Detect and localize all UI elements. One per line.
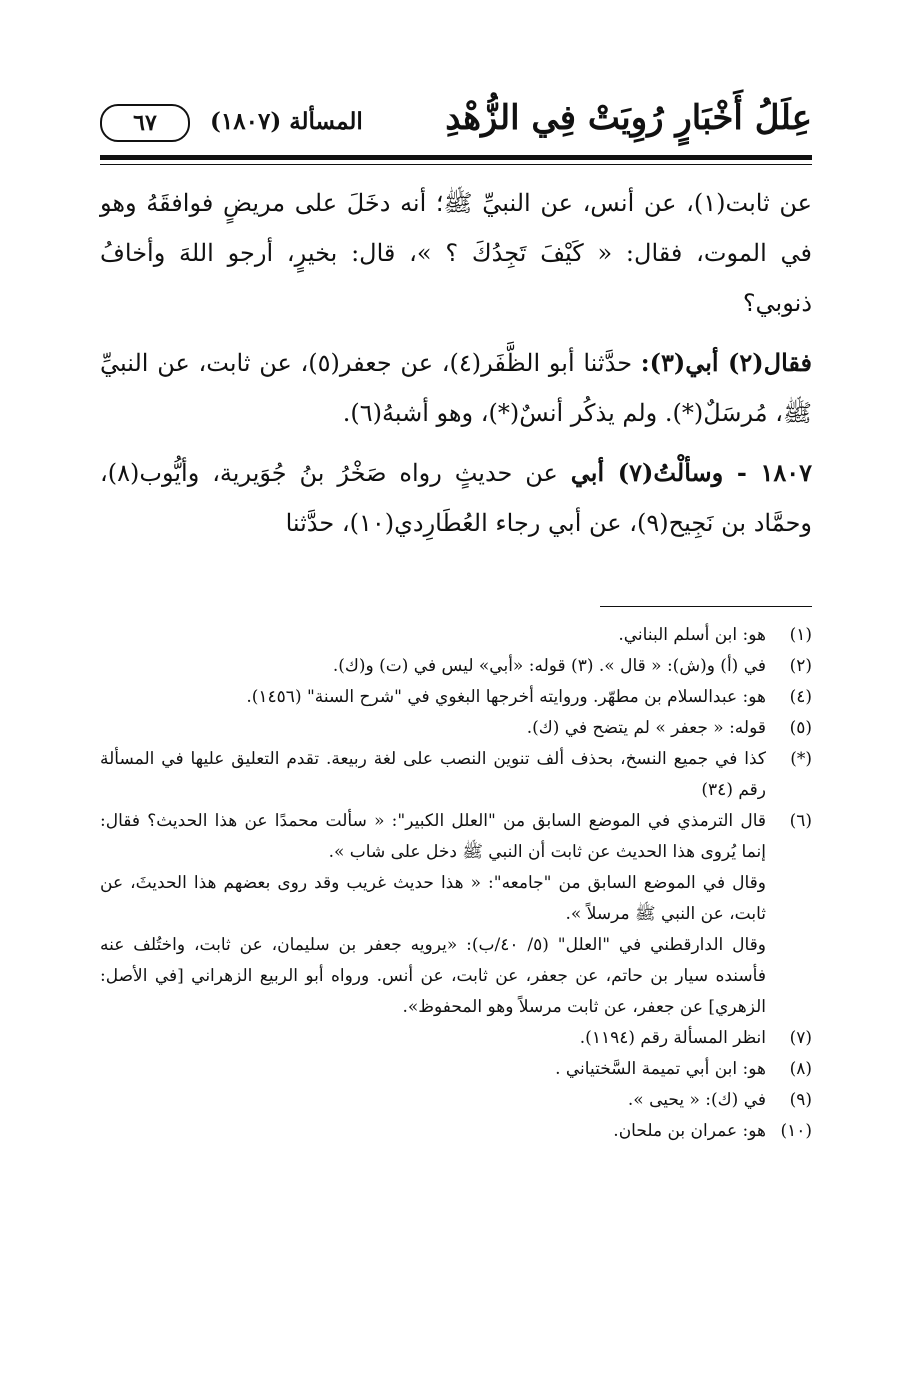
footnote-text xyxy=(100,744,766,806)
footnote xyxy=(100,713,812,744)
page-header xyxy=(100,92,812,152)
paragraph-3-lead: ١٨٠٧ - وسألْتُ(٧) أبي xyxy=(570,458,812,487)
footnote-text xyxy=(100,1023,766,1054)
footnote-line: في (أ) و(ش): « قال ». (٣) قوله: «أبي» ليس في (ت) و(ك). xyxy=(332,656,766,676)
footnote-line: هو: ابن أسلم البناني. xyxy=(618,625,766,645)
footnote xyxy=(100,1085,812,1116)
footnote-number: (٢) xyxy=(789,656,812,676)
footnote-text xyxy=(100,1054,766,1085)
footnote xyxy=(100,682,812,713)
footnote-text xyxy=(100,1116,766,1147)
footnote xyxy=(100,1116,812,1147)
footnote-text xyxy=(100,1085,766,1116)
footnote-line: وقال في الموضع السابق من "جامعه": « هذا حديث غريب وقد روى بعضهم هذا الحديثَ، عن ثابت، عن النبي ﷺ مرسلاً ». xyxy=(100,873,766,924)
footnote-line: قوله: « جعفر » لم يتضح في (ك). xyxy=(526,718,766,738)
paragraph-1: عن ثابت(١)، عن أنس، عن النبيِّ ﷺ؛ أنه دخَلَ على مريضٍ فوافقَهُ وهو في الموت، فقال: « كَيْفَ تَجِدُكَ ؟ »، قال: بخيرٍ، أرجو اللهَ وأخافُ ذنوبي؟ xyxy=(100,189,812,317)
footnote xyxy=(100,651,812,682)
issue-label: المسألة (١٨٠٧) xyxy=(210,108,363,135)
paragraph-3-text: عن حديثٍ رواه صَخْرُ بنُ جُوَيرية، وأيُّوب(٨)، وحمَّاد بن نَجِيح(٩)، عن أبي رجاء العُطَارِدي(١٠)، حدَّثنا xyxy=(100,459,812,537)
footnote-number: (١) xyxy=(789,625,812,645)
paragraph-2-lead: فقال(٢) أبي(٣): xyxy=(640,348,812,377)
footnote-number: (٥) xyxy=(789,718,812,738)
paragraph-2-text: حدَّثنا أبو الظَّفَر(٤)، عن جعفر(٥)، عن ثابت، عن النبيِّ ﷺ، مُرسَلٌ(*). ولم يذكُر أنسٌ(*)، وهو أشبهُ(٦). xyxy=(100,349,812,427)
footnote-text xyxy=(100,651,766,682)
footnotes-section xyxy=(100,620,812,1147)
footnote xyxy=(100,1023,812,1054)
paragraph-2 xyxy=(100,338,812,438)
footnote-line: كذا في جميع النسخ، بحذف ألف تنوين النصب على لغة ربيعة. تقدم التعليق عليها في المسألة رقم (٣٤) xyxy=(100,749,766,800)
header-rule-thin xyxy=(100,164,812,165)
footnote-number: (١٠) xyxy=(780,1121,812,1141)
footnote-text xyxy=(100,806,766,1023)
footnote-line: هو: ابن أبي تميمة السَّختياني . xyxy=(555,1059,766,1079)
footnote-number: (٩) xyxy=(789,1090,812,1110)
footnote-line: هو: عبدالسلام بن مطهّر. وروايته أخرجها البغوي في "شرح السنة" (١٤٥٦). xyxy=(246,687,766,707)
footnote xyxy=(100,806,812,1023)
footnote-line: في (ك): « يحيى ». xyxy=(627,1090,766,1110)
page-number: ٦٧ xyxy=(100,104,190,142)
footnote-number: (٤) xyxy=(789,687,812,707)
footnote-line: انظر المسألة رقم (١١٩٤). xyxy=(579,1028,766,1048)
footnote-number: (٧) xyxy=(789,1028,812,1048)
footnote xyxy=(100,1054,812,1085)
footnote-line: وقال الدارقطني في "العلل" (٥/ ٤٠/ب): «يرويه جعفر بن سليمان، عن ثابت، واختُلف عنه فأسنده سيار بن حاتم، عن جعفر، عن ثابت، عن أنس. ورواه أبو الربيع الزهراني [في الأصل: الزهري] عن جعفر، عن ثابت مرسلاً وهو المحفوظ». xyxy=(100,935,766,1017)
footnote-line: قال الترمذي في الموضع السابق من "العلل الكبير": « سألت محمدًا عن هذا الحديث؟ فقال: إنما يُروى هذا الحديث عن ثابت أن النبي ﷺ دخل على شاب ». xyxy=(100,811,766,862)
header-rule-thick xyxy=(100,155,812,160)
footnote-number: (٨) xyxy=(789,1059,812,1079)
footnote-line: هو: عمران بن ملحان. xyxy=(613,1121,766,1141)
footnote-separator xyxy=(600,606,812,607)
footnote-text xyxy=(100,620,766,651)
footnote-text xyxy=(100,713,766,744)
footnote-text xyxy=(100,682,766,713)
main-text xyxy=(100,178,812,558)
paragraph-3 xyxy=(100,448,812,548)
footnote xyxy=(100,620,812,651)
footnote-number: (٦) xyxy=(789,811,812,831)
footnote-number: (*) xyxy=(790,749,812,769)
footnote xyxy=(100,744,812,806)
book-title: عِلَلُ أَخْبَارٍ رُوِيَتْ فِي الزُّهْدِ xyxy=(445,98,812,138)
